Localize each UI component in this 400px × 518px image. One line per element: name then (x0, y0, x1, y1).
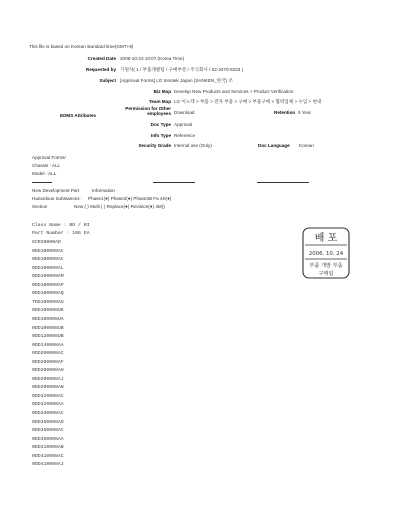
part-list-item: 0DD100009AP (32, 282, 64, 288)
part-list-item: 0DD200008AN (32, 385, 64, 391)
security-grade-label: Security Grade (138, 143, 171, 148)
part-list-item: 0DD120008UB (32, 334, 64, 340)
class-name: Class Name : BD / BI (32, 223, 90, 228)
part-list-item: 7DD100009AU (32, 299, 64, 305)
permission-label: Permission for Other employees (125, 106, 171, 116)
part-list-item: 0DD100009AL (32, 265, 64, 271)
hazardous-substances-label: Hazardous Substances : (32, 196, 83, 201)
part-list-item: 0DD100008UB (32, 325, 64, 331)
retention-label: Retention (274, 110, 296, 115)
stamp-title: 배 포 (314, 233, 338, 244)
part-list-item: 0DD100009AC (32, 248, 64, 254)
stamp-graphic (301, 226, 351, 280)
info-type-label: Info Type (150, 133, 171, 138)
stamp-dept2: 구매팀 (318, 271, 334, 277)
part-list-item: 0DD100009AM (32, 274, 64, 280)
biz-map-label: Biz Map (153, 89, 171, 94)
part-list-item: 0DD200008AC (32, 351, 64, 357)
created-date-value: 2006-10-23 10:07 (Korea Time) (120, 56, 185, 61)
part-list-item: 0DD350008AA (32, 436, 64, 442)
part-list-item: 0DD100008UK (32, 308, 64, 314)
chassis: Chassis : ALL (32, 163, 61, 168)
doc-language-value: Korean (299, 143, 314, 148)
part-list-item: 0DD350008AC (32, 428, 64, 434)
divider-line (257, 182, 309, 183)
approval-forms: Approval Forms/ (32, 155, 66, 160)
part-list-item: 0DD100009AQ (32, 291, 64, 297)
part-list-item: 0DD320008AC (32, 393, 64, 399)
doc-type-value: Approval (174, 122, 193, 127)
distribution-stamp (301, 226, 351, 280)
part-list-item: 0DD330008AC (32, 411, 64, 416)
subject-label: Subject (99, 78, 116, 83)
hazardous-substances-value: Phase1(●) Phase2(●) Phase3B Fa 4S(●) (88, 196, 172, 201)
part-list-item: 0DD410008AB (32, 445, 64, 451)
part-list-item: 6CR20000AD (32, 240, 61, 245)
part-list-item: 0DD350008AD (32, 419, 64, 425)
model: Model : ALL (32, 171, 57, 176)
part-list-item: 0DD100008UA (32, 316, 64, 322)
team-map-value: LG 이노텍 > 부품 > 전자 부품 > 구매 > 부품구매 > 협력업체 > 수입 > 현대 (174, 99, 322, 104)
info-type-value: Reference (174, 133, 196, 138)
retention-value: 5 Year (298, 110, 312, 115)
section-label: Section (32, 204, 48, 209)
part-list-item: 0DD410008AC (32, 453, 64, 459)
requested-by-label: Requested by (85, 67, 116, 72)
subject-value: [Approval Forms] LG Innotek Japan (SANKEN_한국) 조 (120, 78, 233, 83)
part-list-item: 0DD410008AJ (32, 462, 64, 468)
team-map-label: Team Map (148, 99, 171, 104)
part-list-item: 0DD100009AC (32, 257, 64, 263)
stamp-dept: 부품 개발 부품 (309, 263, 343, 269)
new-dev-part-value: Information (92, 188, 115, 193)
part-list-item: 0DD140008AA (32, 342, 64, 348)
section-value: New ( ) Multi ( ) Replace(●) Revision(●) 4M() (74, 204, 165, 209)
part-number: Part Number : 106 EA (32, 231, 90, 236)
divider-line (32, 182, 52, 183)
created-date-label: Created Date (87, 56, 116, 61)
doc-type-label: Doc Type (150, 122, 171, 127)
divider-line (153, 182, 195, 183)
part-list-item: 0DD200008AF (32, 359, 64, 365)
part-list-item: 0DD200008AH (32, 368, 64, 374)
part-list-item: 0DD200008AJ (32, 376, 64, 382)
security-grade-value: Internal use (Only) (174, 143, 212, 148)
timezone-notice: This file is based on Korean standard time(GMT+9) (29, 44, 134, 49)
edms-attributes-label: EDMS Attributes (60, 113, 97, 118)
stamp-date: 2006. 10. 24 (308, 251, 344, 257)
requested-by-value: 기원자( 1 / 부품개발팀 / 구매부분 / 주식회사 / 02-3470-5233 ) (120, 67, 244, 72)
permission-value: Download (174, 110, 195, 115)
biz-map-value: Develop New Products and Services > Product Verification (174, 89, 294, 94)
part-list-item: 0DD320008AA (32, 402, 64, 408)
new-dev-part-label: New Development Part (32, 188, 80, 193)
doc-language-label: Doc Language (258, 143, 290, 148)
